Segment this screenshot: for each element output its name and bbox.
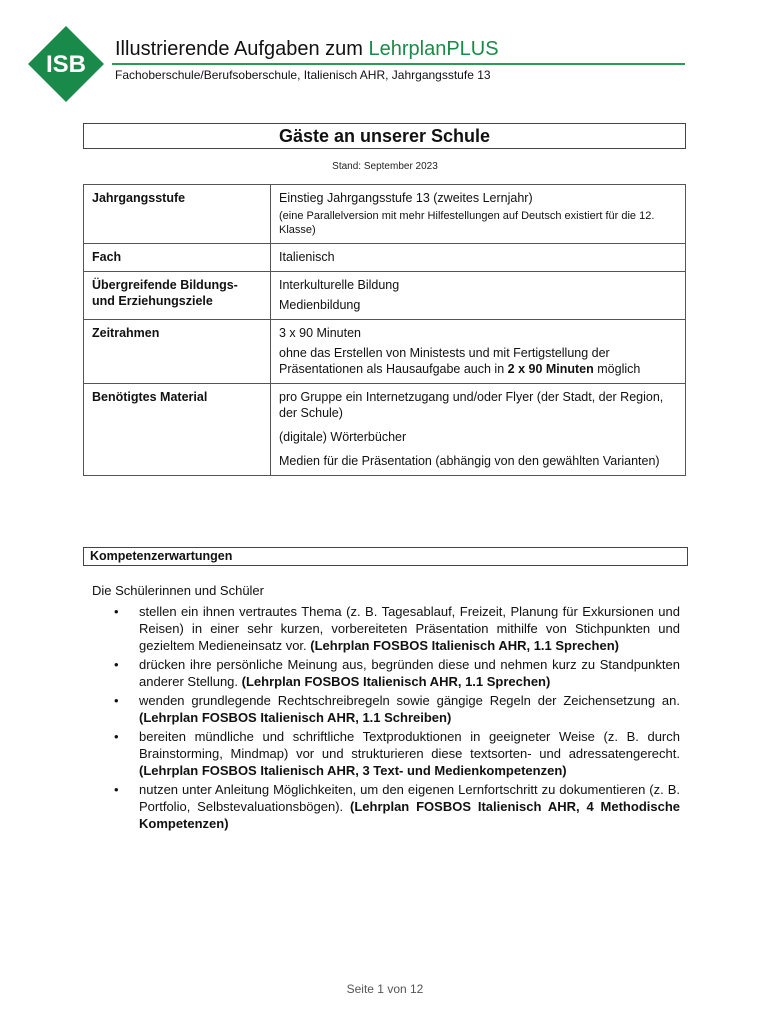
table-row [84,244,686,272]
header-title-prefix: Illustrierende Aufgaben zum [115,38,369,60]
list-item [92,656,680,690]
item-text: drücken ihre persönliche Meinung aus, begründen diese und nehmen kurz zu Standpunkten anderer Stellung. [139,657,680,689]
zeit-note-post: möglich [593,362,641,376]
material-item: pro Gruppe ein Internetzugang und/oder Flyer (der Stadt, der Region, der Schule) [279,390,664,420]
ziele-cell [271,272,686,320]
list-item [92,728,680,779]
item-ref: (Lehrplan FOSBOS Italienisch AHR, 1.1 Sprechen) [310,638,619,653]
table-row [84,384,686,476]
header-title-accent: LehrplanPLUS [368,38,499,60]
table-row [84,185,686,244]
item-ref: (Lehrplan FOSBOS Italienisch AHR, 3 Text- und Medienkompetenzen) [139,763,567,778]
list-item [92,692,680,726]
header-subtitle: Fachoberschule/Berufsoberschule, Italienisch AHR, Jahrgangsstufe 13 [115,68,491,82]
document-title: Gäste an unserer Schule [83,123,686,149]
stand-date: Stand: September 2023 [332,161,438,172]
bullet: • [114,657,119,672]
item-text: bereiten mündliche und schriftliche Textproduktionen in geeigneter Weise (z. B. durch Brainstorming, Mindmap) vor und strukturieren diese textsorten- und adressatengerecht. [139,729,680,761]
material-cell [271,384,686,476]
header-title [115,38,499,61]
isb-logo [28,26,104,102]
header-divider [112,63,685,65]
material-label: Benötigtes Material [84,384,271,476]
item-ref: (Lehrplan FOSBOS Italienisch AHR, 1.1 Sprechen) [241,674,551,689]
zeit-note [279,345,677,377]
kompetenz-list [92,603,680,834]
item-text: wenden grundlegende Rechtschreibregeln sowie gängige Regeln der Zeichensetzung an. [139,693,680,708]
jahrgang-value: Einstieg Jahrgangsstufe 13 (zweites Lernjahr) [279,191,533,205]
ziele-label: Übergreifende Bildungs- und Erziehungsziele [84,272,271,320]
jahrgang-cell [271,185,686,244]
zeit-note-pre: ohne das Erstellen von Ministests und mit Fertigstellung der Präsentationen als Hausaufgabe auch in [279,346,610,376]
page-number: Seite 1 von 12 [346,982,424,996]
logo-text: ISB [45,51,87,78]
kompetenz-heading: Kompetenzerwartungen [83,547,688,566]
zeit-label: Zeitrahmen [84,320,271,384]
item-ref: (Lehrplan FOSBOS Italienisch AHR, 1.1 Schreiben) [139,710,452,725]
zeit-note-bold: 2 x 90 Minuten [507,362,594,376]
table-row [84,272,686,320]
jahrgang-note: (eine Parallelversion mit mehr Hilfestellungen auf Deutsch existiert für die 12. Klasse) [279,210,655,236]
info-table [83,184,686,476]
list-item [92,603,680,654]
item-text: nutzen unter Anleitung Möglichkeiten, um den eigenen Lernfortschritt zu dokumentieren (z. B. Portfolio, Selbstevaluationsbögen). [139,782,680,814]
bullet: • [114,729,119,744]
zeit-cell [271,320,686,384]
bullet: • [114,693,119,708]
fach-value: Italienisch [271,244,686,272]
item-ref: (Lehrplan FOSBOS Italienisch AHR, 4 Methodische Kompetenzen) [139,799,680,831]
material-item: Medien für die Präsentation (abhängig von den gewählten Varianten) [279,454,660,468]
ziele-item: Medienbildung [279,298,361,312]
material-item: (digitale) Wörterbücher [279,430,407,444]
list-item [92,781,680,832]
bullet: • [114,604,119,619]
kompetenz-intro: Die Schülerinnen und Schüler [92,583,264,598]
table-row [84,320,686,384]
bullet: • [114,782,119,797]
jahrgang-label: Jahrgangsstufe [84,185,271,244]
item-text: stellen ein ihnen vertrautes Thema (z. B. Tagesablauf, Freizeit, Planung für Exkursionen und Reisen) in einer sehr kurzen, vorbereiteten Präsentation mithilfe von Stichpunkten und gezieltem Medieneinsatz vor. [139,604,680,653]
ziele-item: Interkulturelle Bildung [279,278,400,292]
zeit-value: 3 x 90 Minuten [279,326,361,340]
fach-label: Fach [84,244,271,272]
